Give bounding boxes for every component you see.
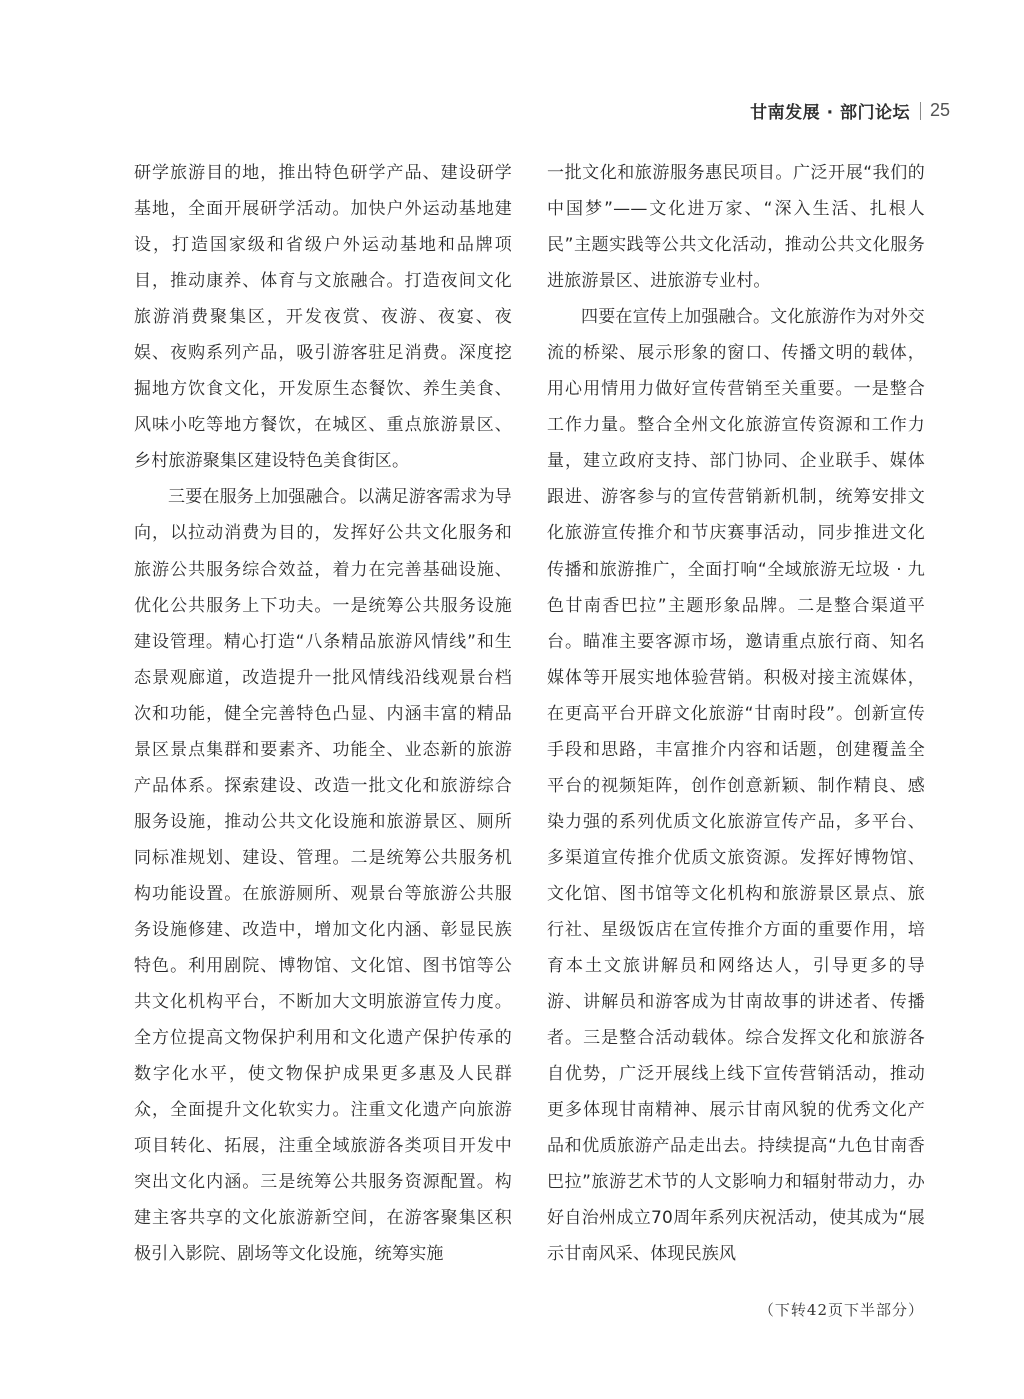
left-column: [134, 155, 512, 1272]
body-paragraph: 四要在宣传上加强融合。文化旅游作为对外交流的桥梁、展示形象的窗口、传播文明的载体，用心用情用力做好宣传营销至关重要。一是整合工作力量。整合全州文化旅游宣传资源和工作力量，建立政府支持、部门协同、企业联手、媒体跟进、游客参与的宣传营销新机制，统筹安排文化旅游宣传推介和节庆赛事活动，同步推进文化传播和旅游推广，全面打响“全域旅游无垃圾 · 九色甘南香巴拉”主题形象品牌。二是整合渠道平台。瞄准主要客源市场，邀请重点旅行商、知名媒体等开展实地体验营销。积极对接主流媒体，在更高平台开辟文化旅游“甘南时段”。创新宣传手段和思路，丰富推介内容和话题，创建覆盖全平台的视频矩阵，创作创意新颖、制作精良、感染力强的系列优质文化旅游宣传产品，多平台、多渠道宣传推介优质文旅资源。发挥好博物馆、文化馆、图书馆等文化机构和旅游景区景点、旅行社、星级饭店在宣传推介方面的重要作用，培育本土文旅讲解员和网络达人，引导更多的导游、讲解员和游客成为甘南故事的讲述者、传播者。三是整合活动载体。综合发挥文化和旅游各自优势，广泛开展线上线下宣传营销活动，推动更多体现甘南精神、展示甘南风貌的优秀文化产品和优质旅游产品走出去。持续提高“九色甘南香巴拉”旅游艺术节的人文影响力和辐射带动力，办好自治州成立70周年系列庆祝活动，使其成为“展示甘南风采、体现民族风: [547, 307, 925, 1265]
body-paragraph: 三要在服务上加强融合。以满足游客需求为导向，以拉动消费为目的，发挥好公共文化服务和旅游公共服务综合效益，着力在完善基础设施、优化公共服务上下功夫。一是统筹公共服务设施建设管理。精心打造“八条精品旅游风情线”和生态景观廊道，改造提升一批风情线沿线观景台档次和功能，健全完善特色凸显、内涵丰富的精品景区景点集群和要素齐、功能全、业态新的旅游产品体系。探索建设、改造一批文化和旅游综合服务设施，推动公共文化设施和旅游景区、厕所同标准规划、建设、管理。二是统筹公共服务机构功能设置。在旅游厕所、观景台等旅游公共服务设施修建、改造中，增加文化内涵、彰显民族特色。利用剧院、博物馆、文化馆、图书馆等公共文化机构平台，不断加大文明旅游宣传力度。全方位提高文物保护利用和文化遗产保护传承的数字化水平，使文物保护成果更多惠及人民群众，全面提升文化软实力。注重文化遗产向旅游项目转化、拓展，注重全域旅游各类项目开发中突出文化内涵。三是统筹公共服务资源配置。构建主客共享的文化旅游新空间，在游客聚集区积极引入影院、剧场等文化设施，统筹实施: [134, 487, 512, 1265]
header-divider: [920, 102, 921, 120]
right-column: [547, 155, 925, 1272]
running-header-title: 甘南发展 · 部门论坛: [750, 103, 910, 123]
page-header: [750, 98, 950, 123]
page-number: 25: [929, 100, 950, 120]
continuation-note: （下转42页下半部分）: [758, 1301, 924, 1319]
body-paragraph: 一批文化和旅游服务惠民项目。广泛开展“我们的中国梦”——文化进万家、“深入生活、扎根人民”主题实践等公共文化活动，推动公共文化服务进旅游景区、进旅游专业村。: [547, 163, 925, 292]
body-paragraph: 研学旅游目的地，推出特色研学产品、建设研学基地，全面开展研学活动。加快户外运动基地建设，打造国家级和省级户外运动基地和品牌项目，推动康养、体育与文旅融合。打造夜间文化旅游消费聚集区，开发夜赏、夜游、夜宴、夜娱、夜购系列产品，吸引游客驻足消费。深度挖掘地方饮食文化，开发原生态餐饮、养生美食、风味小吃等地方餐饮，在城区、重点旅游景区、乡村旅游聚集区建设特色美食街区。: [134, 163, 512, 472]
